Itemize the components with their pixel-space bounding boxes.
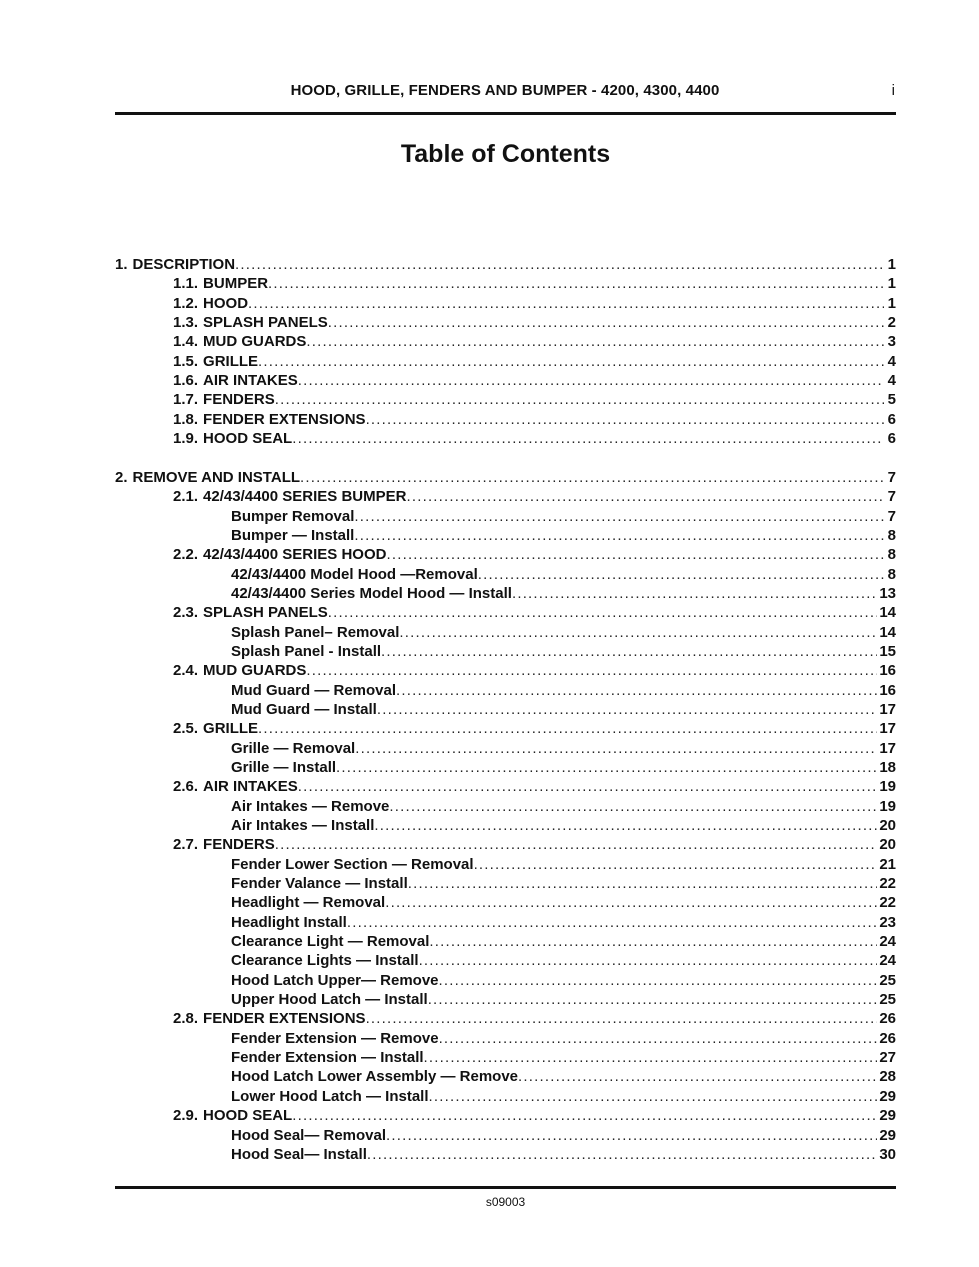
dot-leader <box>268 274 884 293</box>
toc-entry-page: 17 <box>879 739 896 757</box>
toc-entry-page: 3 <box>887 333 896 351</box>
toc-entry-page: 19 <box>879 778 896 796</box>
toc-entry[interactable] <box>115 313 896 332</box>
toc-entry[interactable] <box>115 584 896 603</box>
toc-entry-label: HOOD SEAL <box>203 430 293 448</box>
document-code: s09003 <box>485 1195 526 1209</box>
toc-entry-page: 29 <box>879 1107 896 1125</box>
toc-entry[interactable] <box>115 623 896 642</box>
dot-leader <box>439 1029 878 1048</box>
dot-leader <box>298 371 884 390</box>
toc-entry-label: Bumper Removal <box>231 507 355 525</box>
toc-entry-number: 1.3. <box>173 314 199 332</box>
toc-entry[interactable] <box>115 1029 896 1048</box>
footer-rule <box>115 1186 896 1189</box>
toc-entry[interactable] <box>115 332 896 351</box>
toc-entry[interactable] <box>115 758 896 777</box>
toc-entry-label: Fender Lower Section — Removal <box>231 855 474 873</box>
toc-entry[interactable] <box>115 526 896 545</box>
toc-entry[interactable] <box>115 603 896 622</box>
toc-entry[interactable] <box>115 545 896 564</box>
dot-leader <box>367 1145 877 1164</box>
toc-entry[interactable] <box>115 874 896 893</box>
toc-entry[interactable] <box>115 352 896 371</box>
toc-entry-page: 25 <box>879 971 896 989</box>
page-number: i <box>891 82 895 99</box>
toc-entry-label: Mud Guard — Install <box>231 700 377 718</box>
toc-entry-page: 21 <box>879 855 896 873</box>
toc-entry-label: Hood Latch Upper— Remove <box>231 971 439 989</box>
toc-entry-label: Air Intakes — Install <box>231 817 375 835</box>
dot-leader <box>429 1087 878 1106</box>
toc-entry[interactable] <box>115 410 896 429</box>
dot-leader <box>300 468 884 487</box>
toc-entry-number: 1.1. <box>173 275 199 293</box>
toc-entry[interactable] <box>115 468 896 487</box>
toc-entry-page: 8 <box>887 565 896 583</box>
toc-entry-page: 14 <box>879 604 896 622</box>
toc-entry-label: AIR INTAKES <box>203 372 298 390</box>
toc-entry-label: FENDERS <box>203 391 275 409</box>
toc-entry[interactable] <box>115 1087 896 1106</box>
dot-leader <box>439 971 878 990</box>
dot-leader <box>248 294 884 313</box>
toc-entry-page: 1 <box>887 275 896 293</box>
dot-leader <box>306 661 877 680</box>
toc-entry-page: 4 <box>887 352 896 370</box>
dot-leader <box>258 719 877 738</box>
toc-entry[interactable] <box>115 565 896 584</box>
toc-entry-number: 2.4. <box>173 662 199 680</box>
toc-entry[interactable] <box>115 1067 896 1086</box>
toc-section <box>115 255 896 448</box>
toc-entry-page: 16 <box>879 681 896 699</box>
toc-entry-number: 2. <box>115 468 128 486</box>
toc-entry[interactable] <box>115 739 896 758</box>
toc-entry[interactable] <box>115 971 896 990</box>
toc-entry-page: 18 <box>879 758 896 776</box>
toc-entry[interactable] <box>115 255 896 274</box>
dot-leader <box>347 913 877 932</box>
toc-entry-label: Upper Hood Latch — Install <box>231 991 428 1009</box>
toc-entry-label: REMOVE AND INSTALL <box>132 468 301 486</box>
dot-leader <box>408 874 878 893</box>
toc-entry-label: 42/43/4400 Model Hood —Removal <box>231 565 478 583</box>
toc-entry-number: 2.8. <box>173 1010 199 1028</box>
toc-entry-page: 7 <box>887 488 896 506</box>
dot-leader <box>374 816 877 835</box>
toc-entry-label: FENDER EXTENSIONS <box>203 1010 366 1028</box>
dot-leader <box>424 1048 878 1067</box>
toc-entry-label: Fender Extension — Install <box>231 1049 424 1067</box>
toc-entry-page: 8 <box>887 546 896 564</box>
toc-entry-page: 17 <box>879 700 896 718</box>
toc-entry-label: Bumper — Install <box>231 526 355 544</box>
toc-entry-page: 1 <box>887 294 896 312</box>
toc-entry-number: 1.5. <box>173 352 199 370</box>
toc-entry-page: 28 <box>879 1068 896 1086</box>
toc-entry-page: 14 <box>879 623 896 641</box>
toc-entry[interactable] <box>115 642 896 661</box>
toc-entry[interactable] <box>115 371 896 390</box>
toc-entry[interactable] <box>115 1126 896 1145</box>
toc-entry-page: 23 <box>879 913 896 931</box>
toc-entry-number: 2.2. <box>173 546 199 564</box>
toc-entry-number: 1.2. <box>173 294 199 312</box>
toc-entry-number: 1. <box>115 256 128 273</box>
dot-leader <box>512 584 877 603</box>
toc-entry[interactable] <box>115 797 896 816</box>
toc-entry-page: 20 <box>879 817 896 835</box>
toc-entry-page: 19 <box>879 797 896 815</box>
toc-entry-page: 29 <box>879 1087 896 1105</box>
toc-entry-label: MUD GUARDS <box>203 662 307 680</box>
toc-entry[interactable] <box>115 1145 896 1164</box>
toc-entry[interactable] <box>115 913 896 932</box>
toc-entry[interactable] <box>115 429 896 448</box>
toc-entry-label: Fender Extension — Remove <box>231 1029 439 1047</box>
toc-entry-page: 25 <box>879 991 896 1009</box>
toc-section <box>115 468 896 1164</box>
toc-entry-page: 30 <box>879 1145 896 1163</box>
toc-entry[interactable] <box>115 661 896 680</box>
toc-entry-page: 4 <box>887 372 896 390</box>
dot-leader <box>381 642 877 661</box>
toc-entry[interactable] <box>115 1009 896 1028</box>
toc-entry-page: 13 <box>879 584 896 602</box>
dot-leader <box>354 526 884 545</box>
toc-entry-page: 26 <box>879 1029 896 1047</box>
toc-entry-label: DESCRIPTION <box>132 256 236 273</box>
dot-leader <box>386 1126 877 1145</box>
toc-entry[interactable] <box>115 893 896 912</box>
toc-entry-number: 2.9. <box>173 1107 199 1125</box>
toc-entry-label: Grille — Removal <box>231 739 356 757</box>
toc-entry-page: 8 <box>887 526 896 544</box>
toc-entry[interactable] <box>115 507 896 526</box>
dot-leader <box>258 352 884 371</box>
toc-entry-label: Headlight Install <box>231 913 347 931</box>
toc-entry[interactable] <box>115 294 896 313</box>
toc-entry-label: Hood Seal— Install <box>231 1145 367 1163</box>
toc-entry-label: HOOD <box>203 294 249 312</box>
toc-entry-label: GRILLE <box>203 720 259 738</box>
dot-leader <box>328 313 884 332</box>
toc-entry-page: 16 <box>879 662 896 680</box>
dot-leader <box>292 1106 877 1125</box>
toc-entry-label: Clearance Lights — Install <box>231 952 419 970</box>
toc-entry-label: Mud Guard — Removal <box>231 681 397 699</box>
toc-entry[interactable] <box>115 700 896 719</box>
toc-entry[interactable] <box>115 1048 896 1067</box>
dot-leader <box>355 739 877 758</box>
toc-entry-label: Grille — Install <box>231 758 337 776</box>
toc-entry-label: SPLASH PANELS <box>203 604 328 622</box>
dot-leader <box>275 390 884 409</box>
toc-entry[interactable] <box>115 990 896 1009</box>
toc-entry-page: 24 <box>879 952 896 970</box>
dot-leader <box>474 855 878 874</box>
toc-entry[interactable] <box>115 816 896 835</box>
toc-entry-page: 2 <box>887 314 896 332</box>
toc-entry[interactable] <box>115 390 896 409</box>
toc-entry-page: 22 <box>879 875 896 893</box>
toc-entry[interactable] <box>115 777 896 796</box>
toc-entry-number: 1.6. <box>173 372 199 390</box>
toc-entry-label: HOOD SEAL <box>203 1107 293 1125</box>
toc-entry-page: 27 <box>879 1049 896 1067</box>
dot-leader <box>366 1009 878 1028</box>
dot-leader <box>518 1067 877 1086</box>
dot-leader <box>399 623 877 642</box>
toc-entry-label: Splash Panel - Install <box>231 642 382 660</box>
toc-entry-page: 7 <box>887 468 896 486</box>
dot-leader <box>377 700 877 719</box>
toc-entry-label: Hood Latch Lower Assembly — Remove <box>231 1068 519 1086</box>
toc-entry-number: 2.5. <box>173 720 199 738</box>
toc-entry[interactable] <box>115 951 896 970</box>
dot-leader <box>366 410 884 429</box>
dot-leader <box>306 332 884 351</box>
table-of-contents <box>115 255 896 1164</box>
toc-entry-page: 29 <box>879 1126 896 1144</box>
toc-entry-page: 15 <box>879 642 896 660</box>
toc-entry-page: 26 <box>879 1010 896 1028</box>
dot-leader <box>354 507 884 526</box>
toc-entry-label: 42/43/4400 Series Model Hood — Install <box>231 584 512 602</box>
toc-entry-label: FENDER EXTENSIONS <box>203 410 366 428</box>
toc-entry-label: GRILLE <box>203 352 259 370</box>
dot-leader <box>235 255 884 274</box>
dot-leader <box>429 932 877 951</box>
toc-entry-page: 24 <box>879 933 896 951</box>
toc-entry-label: Splash Panel– Removal <box>231 623 400 641</box>
toc-heading: Table of Contents <box>400 140 611 168</box>
toc-entry-label: 42/43/4400 SERIES BUMPER <box>203 488 407 506</box>
toc-entry[interactable] <box>115 835 896 854</box>
dot-leader <box>336 758 877 777</box>
toc-entry-page: 5 <box>887 391 896 409</box>
toc-entry-label: Clearance Light — Removal <box>231 933 430 951</box>
toc-entry-number: 1.7. <box>173 391 199 409</box>
toc-entry-page: 20 <box>879 836 896 854</box>
dot-leader <box>406 487 884 506</box>
toc-entry-label: Air Intakes — Remove <box>231 797 390 815</box>
toc-entry-page: 6 <box>887 410 896 428</box>
toc-entry-label: Hood Seal— Removal <box>231 1126 387 1144</box>
toc-entry[interactable] <box>115 1106 896 1125</box>
toc-entry-label: Fender Valance — Install <box>231 875 408 893</box>
toc-entry-number: 2.3. <box>173 604 199 622</box>
dot-leader <box>292 429 884 448</box>
dot-leader <box>419 951 878 970</box>
toc-entry-number: 1.4. <box>173 333 199 351</box>
toc-entry-page: 6 <box>887 430 896 448</box>
header-rule <box>115 112 896 115</box>
dot-leader <box>478 565 884 584</box>
toc-entry-page: 17 <box>879 720 896 738</box>
toc-entry-label: Headlight — Removal <box>231 894 386 912</box>
toc-entry-label: BUMPER <box>203 275 269 293</box>
toc-entry-number: 2.6. <box>173 778 199 796</box>
toc-entry-label: FENDERS <box>203 836 275 854</box>
dot-leader <box>389 797 877 816</box>
toc-entry-page: 7 <box>887 507 896 525</box>
toc-entry-label: Lower Hood Latch — Install <box>231 1087 429 1105</box>
toc-entry-label: SPLASH PANELS <box>203 314 328 332</box>
page-header-title: HOOD, GRILLE, FENDERS AND BUMPER - 4200, 4300, 4400 <box>290 82 720 99</box>
dot-leader <box>275 835 878 854</box>
toc-entry-number: 1.9. <box>173 430 199 448</box>
toc-entry-label: MUD GUARDS <box>203 333 307 351</box>
toc-entry[interactable] <box>115 274 896 293</box>
dot-leader <box>298 777 878 796</box>
toc-entry-label: 42/43/4400 SERIES HOOD <box>203 546 387 564</box>
toc-entry-label: AIR INTAKES <box>203 778 298 796</box>
dot-leader <box>385 893 877 912</box>
toc-entry[interactable] <box>115 487 896 506</box>
dot-leader <box>328 603 878 622</box>
toc-entry[interactable] <box>115 681 896 700</box>
toc-entry-number: 2.7. <box>173 836 199 854</box>
dot-leader <box>386 545 884 564</box>
toc-entry-number: 1.8. <box>173 410 199 428</box>
toc-entry[interactable] <box>115 855 896 874</box>
toc-entry-number: 2.1. <box>173 488 199 506</box>
toc-entry[interactable] <box>115 719 896 738</box>
toc-entry[interactable] <box>115 932 896 951</box>
toc-entry-page: 1 <box>887 256 896 273</box>
dot-leader <box>396 681 877 700</box>
dot-leader <box>428 990 878 1009</box>
toc-entry-page: 22 <box>879 894 896 912</box>
